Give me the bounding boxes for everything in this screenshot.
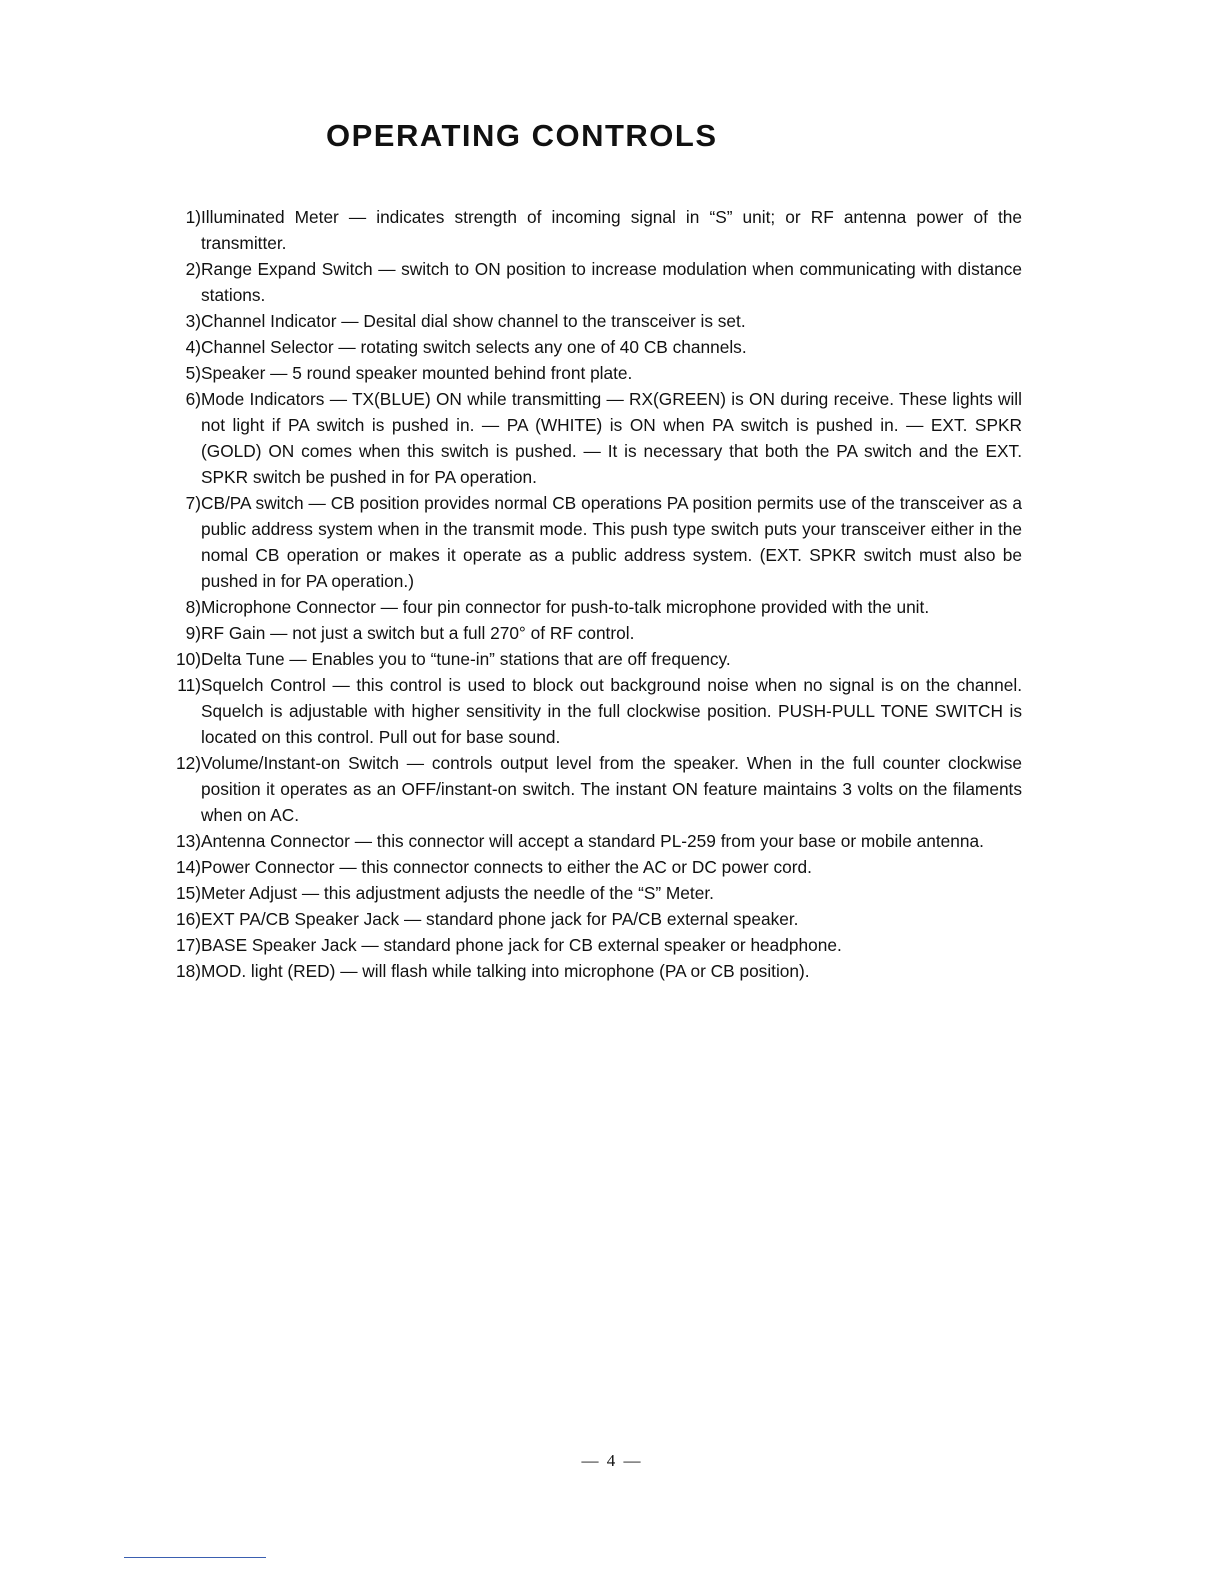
list-item bbox=[160, 646, 1022, 672]
item-number: 17) bbox=[176, 935, 201, 955]
operating-controls-list bbox=[160, 204, 1022, 984]
item-number: 10) bbox=[176, 649, 201, 669]
item-number: 1) bbox=[185, 207, 201, 227]
item-number: 4) bbox=[185, 337, 201, 357]
list-item bbox=[160, 932, 1022, 958]
item-text: Channel Indicator — Desital dial show channel to the transceiver is set. bbox=[201, 311, 746, 331]
item-number: 5) bbox=[185, 363, 201, 383]
list-item bbox=[160, 360, 1022, 386]
item-text: Speaker — 5 round speaker mounted behind front plate. bbox=[201, 363, 633, 383]
list-item bbox=[160, 594, 1022, 620]
item-number: 8) bbox=[185, 597, 201, 617]
list-item bbox=[160, 256, 1022, 308]
item-text: Microphone Connector — four pin connector for push-to-talk microphone provided with the unit. bbox=[201, 597, 930, 617]
list-item bbox=[160, 386, 1022, 490]
list-item bbox=[160, 906, 1022, 932]
item-text: Power Connector — this connector connects to either the AC or DC power cord. bbox=[201, 857, 812, 877]
item-text: Illuminated Meter — indicates strength of incoming signal in “S” unit; or RF antenna power of the transmitter. bbox=[201, 207, 1022, 253]
item-number: 18) bbox=[176, 961, 201, 981]
page-number: — 4 — bbox=[581, 1451, 643, 1470]
item-text: EXT PA/CB Speaker Jack — standard phone jack for PA/CB external speaker. bbox=[201, 909, 799, 929]
item-number: 16) bbox=[176, 909, 201, 929]
item-text: BASE Speaker Jack — standard phone jack for CB external speaker or headphone. bbox=[201, 935, 842, 955]
item-text: Channel Selector — rotating switch selects any one of 40 CB channels. bbox=[201, 337, 747, 357]
item-text: Range Expand Switch — switch to ON position to increase modulation when communicating with distance stations. bbox=[201, 259, 1022, 305]
list-item bbox=[160, 828, 1022, 854]
list-item bbox=[160, 672, 1022, 750]
item-text: MOD. light (RED) — will flash while talking into microphone (PA or CB position). bbox=[201, 961, 810, 981]
item-number: 14) bbox=[176, 857, 201, 877]
list-item bbox=[160, 958, 1022, 984]
page-title: OPERATING CONTROLS bbox=[326, 118, 718, 153]
item-number: 2) bbox=[185, 259, 201, 279]
item-number: 12) bbox=[176, 753, 201, 773]
item-text: Meter Adjust — this adjustment adjusts the needle of the “S” Meter. bbox=[201, 883, 714, 903]
item-text: RF Gain — not just a switch but a full 270° of RF control. bbox=[201, 623, 635, 643]
list-item bbox=[160, 880, 1022, 906]
item-text: Antenna Connector — this connector will accept a standard PL-259 from your base or mobile antenna. bbox=[201, 831, 984, 851]
list-item bbox=[160, 308, 1022, 334]
item-text: Volume/Instant-on Switch — controls output level from the speaker. When in the full counter clockwise position it operates as an OFF/instant-on switch. The instant ON feature maintains 3 volts on the filaments when on AC. bbox=[201, 753, 1022, 825]
item-text: Mode Indicators — TX(BLUE) ON while transmitting — RX(GREEN) is ON during receive. These lights will not light if PA switch is pushed in. — PA (WHITE) is ON when PA switch is pushed in. — EXT. SPKR (GOLD) ON comes when this switch is pushed. — It is necessary that both the PA switch and the EXT. SPKR switch be pushed in for PA operation. bbox=[201, 389, 1022, 487]
item-text: Squelch Control — this control is used to block out background noise when no signal is on the channel. Squelch is adjustable with higher sensitivity in the full clockwise position. PUSH-PULL TONE SWITCH is located on this control. Pull out for base sound. bbox=[201, 675, 1022, 747]
item-text: CB/PA switch — CB position provides normal CB operations PA position permits use of the transceiver as a public address system when in the transmit mode. This push type switch puts your transceiver either in the nomal CB operation or makes it operate as a public address system. (EXT. SPKR switch must also be pushed in for PA operation.) bbox=[201, 493, 1022, 591]
list-item bbox=[160, 334, 1022, 360]
list-item bbox=[160, 620, 1022, 646]
item-number: 3) bbox=[185, 311, 201, 331]
list-item bbox=[160, 490, 1022, 594]
item-number: 13) bbox=[176, 831, 201, 851]
item-text: Delta Tune — Enables you to “tune-in” stations that are off frequency. bbox=[201, 649, 731, 669]
item-number: 15) bbox=[176, 883, 201, 903]
list-item bbox=[160, 204, 1022, 256]
item-number: 6) bbox=[185, 389, 201, 409]
list-item bbox=[160, 750, 1022, 828]
bottom-rule bbox=[124, 1557, 266, 1558]
item-number: 11) bbox=[177, 675, 201, 695]
item-number: 9) bbox=[185, 623, 201, 643]
list-item bbox=[160, 854, 1022, 880]
item-number: 7) bbox=[185, 493, 201, 513]
